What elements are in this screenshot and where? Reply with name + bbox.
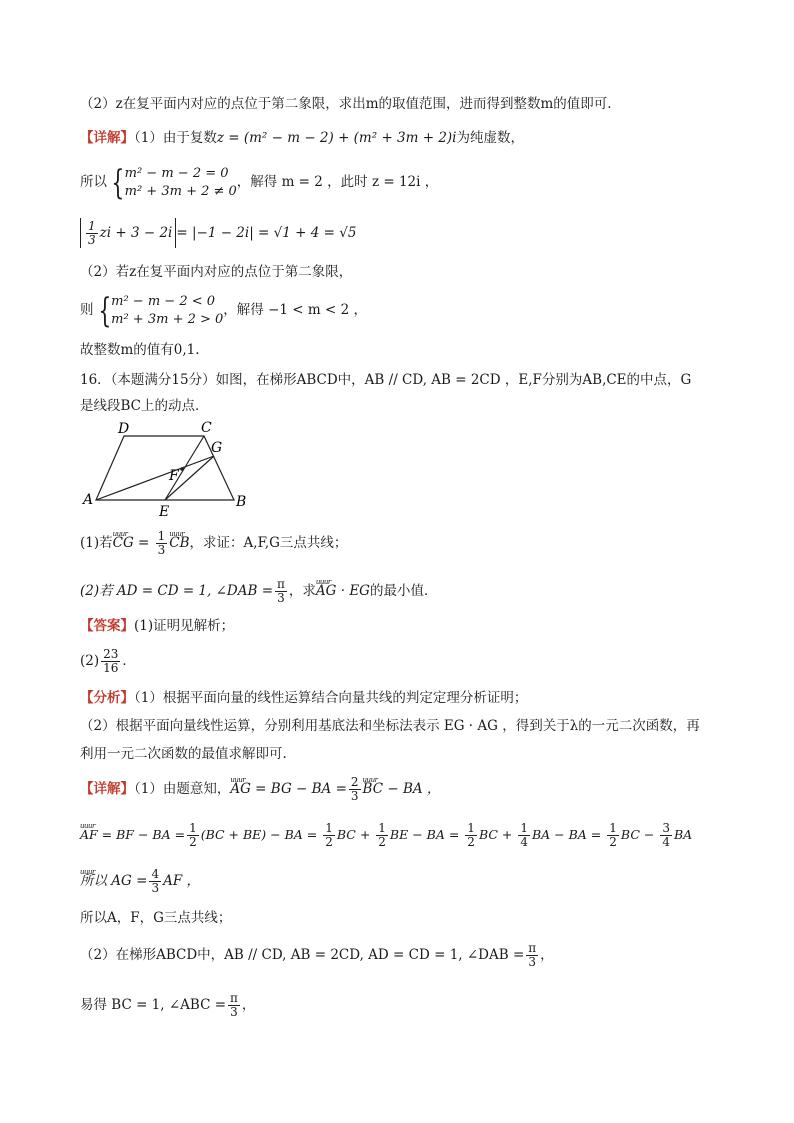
sub-question-1	[80, 528, 347, 558]
detail3-expr-b: uuur BC − BA ，	[363, 774, 441, 804]
af-frac-1-num: 1	[189, 821, 197, 835]
af-line	[80, 820, 692, 850]
answer2-den: 16	[103, 661, 119, 675]
collinear: 所以A，F，G三点共线；	[80, 910, 232, 926]
ag-af-frac-num: 4	[151, 867, 160, 881]
analysis3: 利用一元二次函数的最值求解即可.	[80, 746, 287, 762]
ag-af-prefix: uuur 所以 AG =	[80, 866, 147, 896]
af-frac-3-num: 1	[378, 821, 386, 835]
ag-af-line	[80, 866, 200, 896]
label-d: D	[118, 421, 130, 437]
af-frac-1-den: 2	[189, 835, 197, 849]
label-f: F	[169, 468, 179, 484]
label-a: A	[83, 492, 94, 508]
brace-1: {	[111, 162, 125, 203]
q16-line1: 16．（本题满分15分）如图，在梯形ABCD中，AB // CD, AB = 2CD ，E,F分别为AB,CE的中点，G	[80, 372, 692, 388]
easy-frac-den: 3	[230, 1005, 238, 1019]
detail1-text-b: 为纯虚数，	[456, 130, 525, 146]
label-e: E	[159, 504, 170, 520]
af-frac-4-den: 2	[467, 835, 475, 849]
detail4-suffix: ，	[540, 947, 554, 963]
sub2-mid: ，求	[288, 583, 316, 599]
detail4-pi: π	[528, 941, 537, 955]
frac-den: 3	[157, 543, 166, 557]
brace-2: {	[97, 290, 111, 331]
analysis-line-1	[80, 688, 527, 708]
ag-af-frac-den: 3	[151, 881, 160, 895]
vec-cb: uuur CB	[169, 528, 189, 558]
sys1-after: ，解得 m = 2 ，此时 z = 12i ，	[236, 174, 439, 190]
sys2-eq1: m² − m − 2 < 0	[111, 293, 216, 309]
af-frac-2-num: 1	[325, 821, 333, 835]
vec-cg: uuur CG	[113, 528, 134, 558]
answer2-suffix: ．	[122, 653, 136, 669]
sub1-eq: =	[138, 535, 150, 551]
sub2-suffix: 的最小值．	[369, 583, 438, 599]
abs-left: zi + 3 − 2i	[99, 225, 173, 241]
abs-line	[80, 218, 356, 248]
sub2-pi: π	[277, 577, 285, 591]
frac-num: 1	[157, 529, 166, 543]
af-part6: BC −	[620, 827, 659, 842]
frac-three: 3	[88, 233, 96, 247]
af-part7: BA	[673, 827, 693, 842]
trapezoid-figure	[80, 420, 260, 520]
system-1	[80, 164, 438, 201]
vec-ag-eg: uuur AG · EG	[316, 576, 370, 606]
detail1-expr: z = (m² − m − 2) + (m² + 3m + 2)i	[216, 130, 457, 146]
ag-af-suffix: AF ，	[163, 873, 200, 889]
af-part1: (BC + BE) − BA =	[200, 827, 322, 842]
detail-tag: 【详解】	[80, 130, 134, 146]
label-c: C	[201, 420, 212, 436]
so-label: 所以	[80, 174, 107, 190]
sub1-suffix: ，求证：A,F,G三点共线；	[189, 535, 348, 551]
answer-tag: 【答案】	[80, 618, 134, 634]
q16-line2: 是线段BC上的动点．	[80, 398, 209, 414]
answer1: (1)证明见解析；	[134, 618, 235, 634]
af-frac-4-num: 1	[467, 821, 475, 835]
detail3-line	[80, 774, 440, 804]
detail4-line	[80, 940, 554, 970]
analysis2: （2）根据平面向量线性运算，分别利用基底法和坐标法表示 EG · AG ，得到关于λ的一元二次函数，再	[80, 718, 700, 734]
answer2-num: 23	[103, 647, 119, 661]
analysis-tag: 【分析】	[80, 690, 134, 706]
answer-line-2	[80, 644, 136, 678]
detail4-frac-den: 3	[528, 955, 537, 969]
detail2-text: （2）若z在复平面内对应的点位于第二象限，	[80, 264, 353, 280]
easy-line	[80, 990, 255, 1020]
label-b: B	[236, 494, 247, 510]
af-frac-3-den: 2	[378, 835, 386, 849]
detail3-text: （1）由题意知，	[134, 781, 231, 797]
detail3-frac-num: 2	[350, 775, 359, 789]
af-part3: BE − BA =	[389, 827, 464, 842]
sub-question-2	[80, 576, 437, 606]
intro-part2: （2）z在复平面内对应的点位于第二象限，求出m的取值范围，进而得到整数m的值即可.	[80, 96, 612, 112]
abs-right: = |−1 − 2i| = √1 + 4 = √5	[176, 225, 357, 241]
af-frac-6-num: 1	[609, 821, 617, 835]
af-frac-6-den: 2	[609, 835, 617, 849]
af-frac-2-den: 2	[325, 835, 333, 849]
af-line-start: uuur AF = BF − BA =	[80, 820, 185, 850]
sys2-eq2: m² + 3m + 2 > 0	[111, 311, 224, 327]
detail1-text-a: （1）由于复数	[134, 130, 217, 146]
detail3-expr: uuur AG = BG − BA =	[230, 774, 347, 804]
segment-ag	[96, 456, 214, 500]
conclusion: 故整数m的值有0,1.	[80, 342, 200, 358]
answer2-prefix: (2)	[80, 653, 100, 669]
label-g: G	[211, 440, 223, 456]
frac-one: 1	[88, 219, 96, 233]
sys1-eq2: m² + 3m + 2 ≠ 0	[124, 183, 237, 199]
then-label: 则	[80, 302, 94, 318]
sys2-after: ，解得 −1 < m < 2 ，	[223, 302, 367, 318]
af-frac-5-den: 4	[520, 835, 528, 849]
sub2-prefix: (2)若 AD = CD = 1, ∠DAB =	[80, 583, 274, 599]
analysis1: （1）根据平面向量的线性运算结合向量共线的判定定理分析证明；	[134, 690, 528, 706]
system-2	[80, 292, 367, 329]
af-part2: BC +	[336, 827, 375, 842]
af-part5: BA − BA =	[531, 827, 606, 842]
af-frac-7-den: 4	[662, 835, 670, 849]
easy-prefix: 易得 BC = 1, ∠ABC =	[80, 997, 227, 1013]
af-frac-7-num: 3	[662, 821, 670, 835]
detail4: （2）在梯形ABCD中，AB // CD, AB = 2CD, AD = CD = 1, ∠DAB =	[80, 947, 525, 963]
point-f	[180, 467, 184, 471]
sub1-prefix: (1)若	[80, 535, 113, 551]
easy-pi: π	[230, 991, 238, 1005]
detail3-frac-den: 3	[350, 789, 359, 803]
easy-suffix: ，	[241, 997, 256, 1013]
af-part4: BC +	[478, 827, 517, 842]
af-frac-5-num: 1	[520, 821, 528, 835]
answer-line-1	[80, 616, 234, 636]
sub2-frac-den: 3	[277, 591, 285, 605]
detail-line-1	[80, 128, 524, 148]
sys1-eq1: m² − m − 2 = 0	[124, 165, 229, 181]
detail-tag-2: 【详解】	[80, 781, 134, 797]
